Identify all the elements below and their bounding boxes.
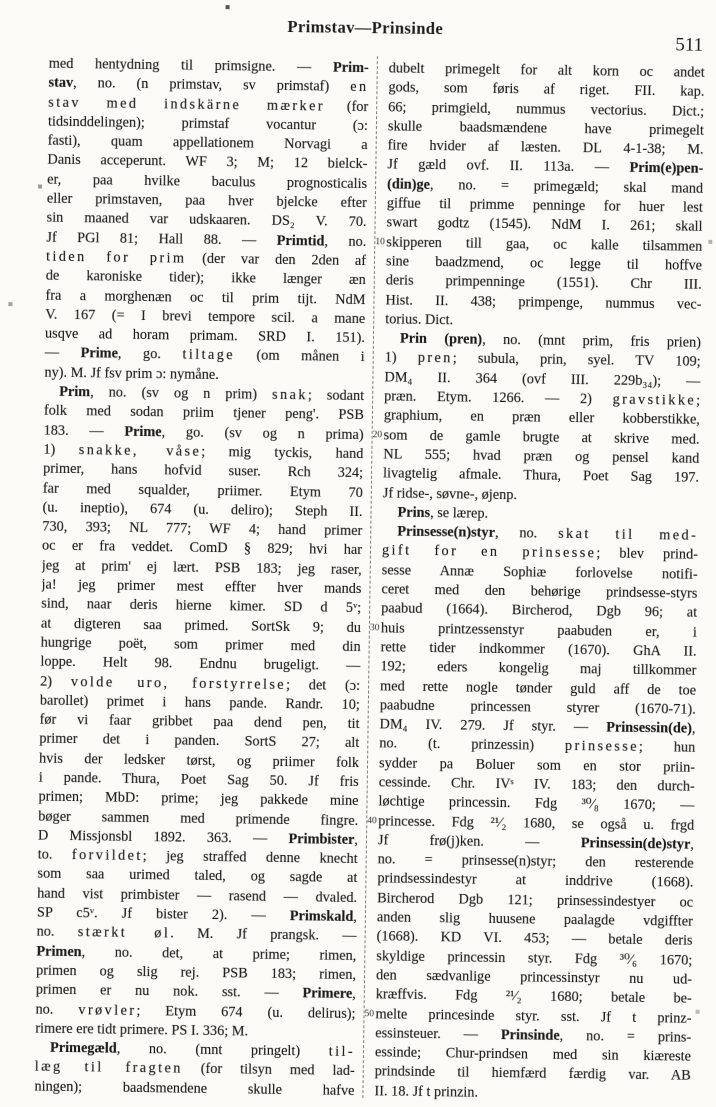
body-text: med hentydning til primsigne. —	[48, 55, 334, 76]
body-text: no. = prinsesse(n)styr; den resterende	[377, 851, 694, 872]
body-text: ; mig tyckis, hand	[201, 443, 364, 463]
body-text: (om månen i	[234, 347, 365, 366]
body-text: , no. = primegæld; skal mand	[429, 176, 704, 197]
body-text: II. 18. Jf t prinzin.	[374, 1083, 479, 1101]
body-text: er, paa hvilke baculus prognosticalis	[47, 171, 368, 192]
spaced-term: prinsesse	[564, 738, 640, 756]
headword: Prim(e)pen-	[629, 160, 704, 178]
body-text: skipperen till gaa, oc kalle tilsammen	[386, 234, 703, 255]
column-left	[34, 55, 369, 1101]
body-text: hungrige poët, som primer med din	[40, 634, 361, 655]
running-header: Primstav—Prinsinde	[287, 16, 444, 39]
body-text: graphium, en præn eller kobberstikke,	[383, 407, 700, 429]
body-text: ,	[353, 909, 358, 926]
headword: Primbister	[288, 830, 355, 848]
body-text: Bircherod Dgb 121; prinsessindestyer oc	[377, 890, 694, 911]
headword: Primere	[302, 985, 353, 1003]
body-text: no.	[36, 923, 78, 941]
spaced-term: en	[350, 79, 369, 96]
gutter-line-number: 10	[375, 237, 385, 248]
gutter-line-number: 30	[369, 623, 380, 634]
body-text: giffue til primme penninge for huer lest	[386, 195, 703, 216]
body-text: gods, som føris af riget. FII. kap.	[388, 79, 705, 101]
body-text: livagtelig afmale. Thura, Poet Sag 197.	[382, 465, 700, 486]
body-text: sydder pa Boluer som en stor priin-	[378, 755, 696, 776]
body-text: rette tider indkommer (1670). GhA II.	[380, 639, 697, 660]
body-text: ja! jeg primer mest effter hver mands	[41, 576, 362, 598]
spaced-term: tiltage	[182, 346, 236, 364]
body-text: no. (t. prinzessin)	[379, 735, 566, 755]
body-text: ; subula, prin, syel. TV 109;	[452, 350, 701, 371]
body-text: , se lærep.	[430, 504, 489, 522]
body-text: den sædvanlige princessinstyr nu ud-	[375, 967, 693, 988]
body-text: DM₄ II. 364 (ovf III. 229b₃₄); —	[384, 369, 701, 390]
body-text: bøger sammen med primende fingre.	[38, 808, 359, 829]
body-text: ; Etym 674 (u. delirus);	[136, 1002, 356, 1022]
body-text: princesse. Fdg ²¹⁄₂ 1680, se også u. frgd	[378, 812, 695, 834]
gutter-line-number: 40	[367, 816, 377, 827]
body-text: løchtige princessin. Fdg ³⁰⁄₈ 1670; —	[378, 793, 695, 815]
spaced-term: snakke, våse	[78, 442, 202, 460]
headword: Primen	[36, 943, 82, 960]
body-text: , no. (n primstav, sv primstaf)	[73, 75, 351, 96]
body-text: ningen); baadsmendene skulle hafve	[34, 1078, 355, 1099]
body-text: 183. —	[43, 422, 125, 440]
body-text: fasti), quam appellationem Norvagi a	[47, 132, 368, 154]
headword: Prin (pren)	[399, 330, 483, 348]
body-text: med rette nogle tønder guld aff de toe	[380, 677, 697, 699]
headword: Prime	[124, 423, 162, 440]
body-text: ,	[352, 986, 356, 1003]
page-number: 511	[675, 34, 704, 56]
body-text: essinsteuer. —	[375, 1025, 501, 1043]
body-text: V. 167 (= I brevi tempore scil. a mane	[45, 306, 366, 327]
spaced-term: forvildet	[71, 847, 143, 865]
body-text: primer det i panden. SortS 27; alt	[39, 730, 360, 752]
body-text: skyldige princessin styr. Fdg ³⁰⁄₆ 1670;	[376, 947, 693, 969]
spaced-term: pren	[417, 350, 453, 367]
body-text: oc er fra veddet. ComD § 829; hvi har	[41, 538, 363, 559]
spaced-term: stærkt øl	[77, 924, 171, 942]
body-text: jeg at prim' ej lært. PSB 183; jeg raser,	[41, 557, 362, 578]
headword: Prinsessin(de)	[606, 719, 693, 737]
body-text: , no. = prins-	[559, 1027, 692, 1046]
body-text: ; hun	[638, 739, 696, 757]
body-text: NL 555; hvad præn og pensel kand	[383, 446, 700, 467]
spaced-term: snak	[271, 386, 309, 404]
body-text: deris primpenninge (1551). Chr III.	[385, 272, 702, 294]
body-text: SP c5ᵛ. Jf bister 2). —	[36, 904, 290, 925]
body-text: essinde; Chur-prindsen med sin kiæreste	[374, 1044, 692, 1065]
body-text: . M. Jf prangsk. —	[170, 925, 357, 945]
body-text: ; sodant	[307, 387, 365, 405]
body-text: , no.	[324, 233, 367, 250]
headword: Primegæld	[49, 1039, 117, 1057]
spaced-term: til-	[328, 1043, 356, 1061]
body-text: 66; primgield, nummus vectorius. Dict.;	[388, 98, 705, 120]
headword: Prinsessin(de)styr	[580, 835, 691, 853]
column-right	[374, 59, 705, 1105]
headword: (din)ge	[387, 176, 431, 193]
body-text: Jf frø(j)ken. —	[377, 832, 581, 852]
body-text: hand vist primbister — rasend — dvaled.	[37, 885, 358, 906]
body-text: som saa urimed taled, og sagde at	[37, 866, 358, 887]
body-text: (der var den 2den af	[186, 250, 367, 270]
body-text: (for tilsyn med lad-	[182, 1061, 355, 1080]
body-text: før vi faar gribbet paa dend pen, tit	[39, 711, 360, 733]
body-text: loppe. Helt 98. Endnu brugeligt. —	[40, 653, 361, 675]
body-text: far med squalder, priimer. Etym 70	[42, 480, 363, 501]
body-text: to.	[37, 846, 73, 864]
body-text: barollet) primet i hans pande. Randr. 10;	[39, 692, 360, 713]
body-text: , no. (sv og n prim)	[90, 384, 273, 403]
body-text: tidsinddelingen); primstaf vocantur (ɔ:	[47, 113, 369, 134]
body-text: (for	[324, 98, 369, 115]
gutter-line-number: 50	[364, 1009, 375, 1020]
body-text: primen; MbD: prime; jeg pakkede mine	[38, 788, 359, 810]
body-text: sind, naar deris hierne kimer. SD d 5ᵛ;	[41, 595, 362, 617]
text-line	[34, 1077, 354, 1101]
body-text: sesse Annæ Sophiæ forlovelse notifi-	[381, 562, 698, 583]
body-text: , no. (mnt prim, fris prien)	[482, 331, 702, 351]
body-text: ,	[690, 836, 695, 853]
gutter-line-number: 20	[372, 430, 383, 441]
body-text: ,	[354, 831, 359, 848]
body-text: i pande. Thura, Poet Sag 50. Jf fris	[38, 769, 359, 791]
body-text: 1)	[384, 349, 418, 367]
body-text: fire hvider af læsten. DL 4-1-38; M.	[387, 137, 704, 158]
body-text: ; jeg straffed denne knecht	[142, 848, 358, 868]
body-text: prindsinde til hiemfærd færdig var. AB	[374, 1063, 691, 1085]
body-text: kræffvis. Fdg ²¹⁄₂ 1680; betale be-	[375, 986, 692, 1007]
body-text: hvis der ledsker tørst, og priimer folk	[38, 750, 360, 771]
spaced-term: skat til med-	[557, 525, 699, 544]
body-text: ceret med den behørige prindsesse-styrs	[381, 581, 698, 602]
body-text: ; det (ɔ:	[285, 676, 361, 694]
body-text: paabudne princessen styrer (1670-71).	[379, 697, 696, 718]
body-text: primen er nu nok. sst. —	[35, 981, 303, 1002]
headword: Prins	[397, 504, 431, 521]
spaced-term: gift for en prinsesse	[381, 542, 597, 562]
spaced-term: stav med indskärne mærker	[48, 94, 326, 115]
headword: stav	[48, 74, 74, 92]
body-text: (1668). KD VI. 453; — betale deris	[376, 928, 693, 950]
body-text: , no.	[494, 525, 559, 542]
body-text: sin maaned var udskaaren. DS₂ V. 70.	[46, 209, 367, 231]
spaced-term: læg til fragten	[34, 1058, 183, 1078]
body-text: 192; eders kongelig maj tillkommer	[380, 658, 697, 679]
headword: Prime	[80, 345, 119, 363]
body-text: , no. det, at prime; rimen,	[81, 943, 357, 964]
headword: Prinsinde	[500, 1026, 560, 1044]
body-text: prindsessindestyr at inddrive (1668).	[377, 870, 694, 892]
body-text: cessinde. Chr. IVˢ IV. 183; den durch-	[378, 774, 695, 795]
headword: Primtid	[276, 232, 325, 250]
body-text: præn. Etym. 1266. — 2)	[384, 388, 613, 408]
body-text: primen og slig rej. PSB 183; rimen,	[35, 962, 357, 983]
headword: Prim-	[332, 59, 369, 77]
body-text: ny). M. Jf fsv prim ɔ: nymåne.	[44, 364, 219, 383]
body-text: Jf gæld ovf. II. 113a. —	[387, 156, 630, 177]
body-text: torius. Dict.	[385, 311, 454, 329]
spaced-term: tiden for prim	[45, 248, 187, 267]
spaced-term: vrøvler	[78, 1001, 137, 1019]
body-text: Jf ridse-, søvne-, øjenp.	[382, 484, 518, 503]
body-text: 2)	[40, 673, 71, 690]
body-text: , no. (mnt pringelt)	[116, 1040, 329, 1060]
body-text: fra a morghenæn oc til prim tijt. NdM	[45, 287, 366, 308]
body-text: ,	[691, 720, 696, 737]
body-text: —	[44, 345, 81, 362]
body-text: D Missjonsbl 1892. 363. —	[37, 827, 289, 847]
body-text: som de gamle brugte at skrive med.	[383, 426, 700, 448]
spaced-term: gravstikke	[612, 391, 697, 409]
body-text: , go. (sv og n prima)	[161, 423, 364, 443]
body-text: (u. ineptio), 674 (u. deliro); Steph II.	[42, 499, 363, 520]
body-text: at digteren saa primed. SortSk 9; du	[40, 615, 362, 636]
body-text: melte princesinde styr. sst. Jf t prinz-	[375, 1005, 692, 1027]
body-text: , go.	[117, 346, 183, 363]
body-text: no.	[35, 1001, 79, 1018]
body-text: eller primstaven, paa hver bjelcke efter	[46, 190, 367, 212]
body-text: anden slig huusene paalagde vdgiffter	[376, 909, 693, 930]
body-text: Jf PGl 81; Hall 88. —	[46, 229, 277, 249]
body-text: swart godtz (1545). NdM I. 261; skall	[386, 214, 703, 236]
body-text: Danis acceperunt. WF 3; M; 12 bielck-	[47, 152, 368, 173]
body-text: de karoniske tider); ikke længer æn	[45, 267, 366, 289]
body-text: dubelt primegelt for alt korn oc andet	[388, 60, 705, 81]
body-text: rimere ere tidt primere. PS I. 336; M.	[35, 1020, 249, 1040]
headword: Primskald	[289, 908, 354, 926]
body-text: ;	[696, 392, 701, 409]
body-text: 730, 393; NL 777; WF 4; hand primer	[42, 518, 363, 540]
headword: Prinsesse(n)styr	[397, 523, 496, 542]
body-text: skulle baadsmændene have primegelt	[387, 118, 705, 139]
spaced-term: volde uro, forstyrrelse	[70, 673, 287, 693]
body-text: paabud (1664). Bircherod, Dgb 96; at	[381, 600, 698, 622]
body-text: ; blev prind-	[596, 545, 699, 564]
body-text: 1)	[43, 441, 79, 459]
body-text: primer, hans hofvid suser. Rch 324;	[43, 460, 364, 482]
body-text: folk med sodan priim tjener peng'. PSB	[43, 402, 365, 424]
body-text: Hist. II. 438; primpenge, nummus vec-	[385, 291, 702, 313]
headword: Prim	[59, 383, 91, 401]
body-text: DM₄ IV. 279. Jf styr. —	[379, 716, 607, 736]
body-text: huis printzessenstyr paabuden er, i	[380, 619, 698, 641]
body-text: usqve ad horam primam. SRD I. 151).	[44, 325, 366, 347]
body-text: sine baadzmend, oc legge til hoffve	[385, 253, 703, 274]
